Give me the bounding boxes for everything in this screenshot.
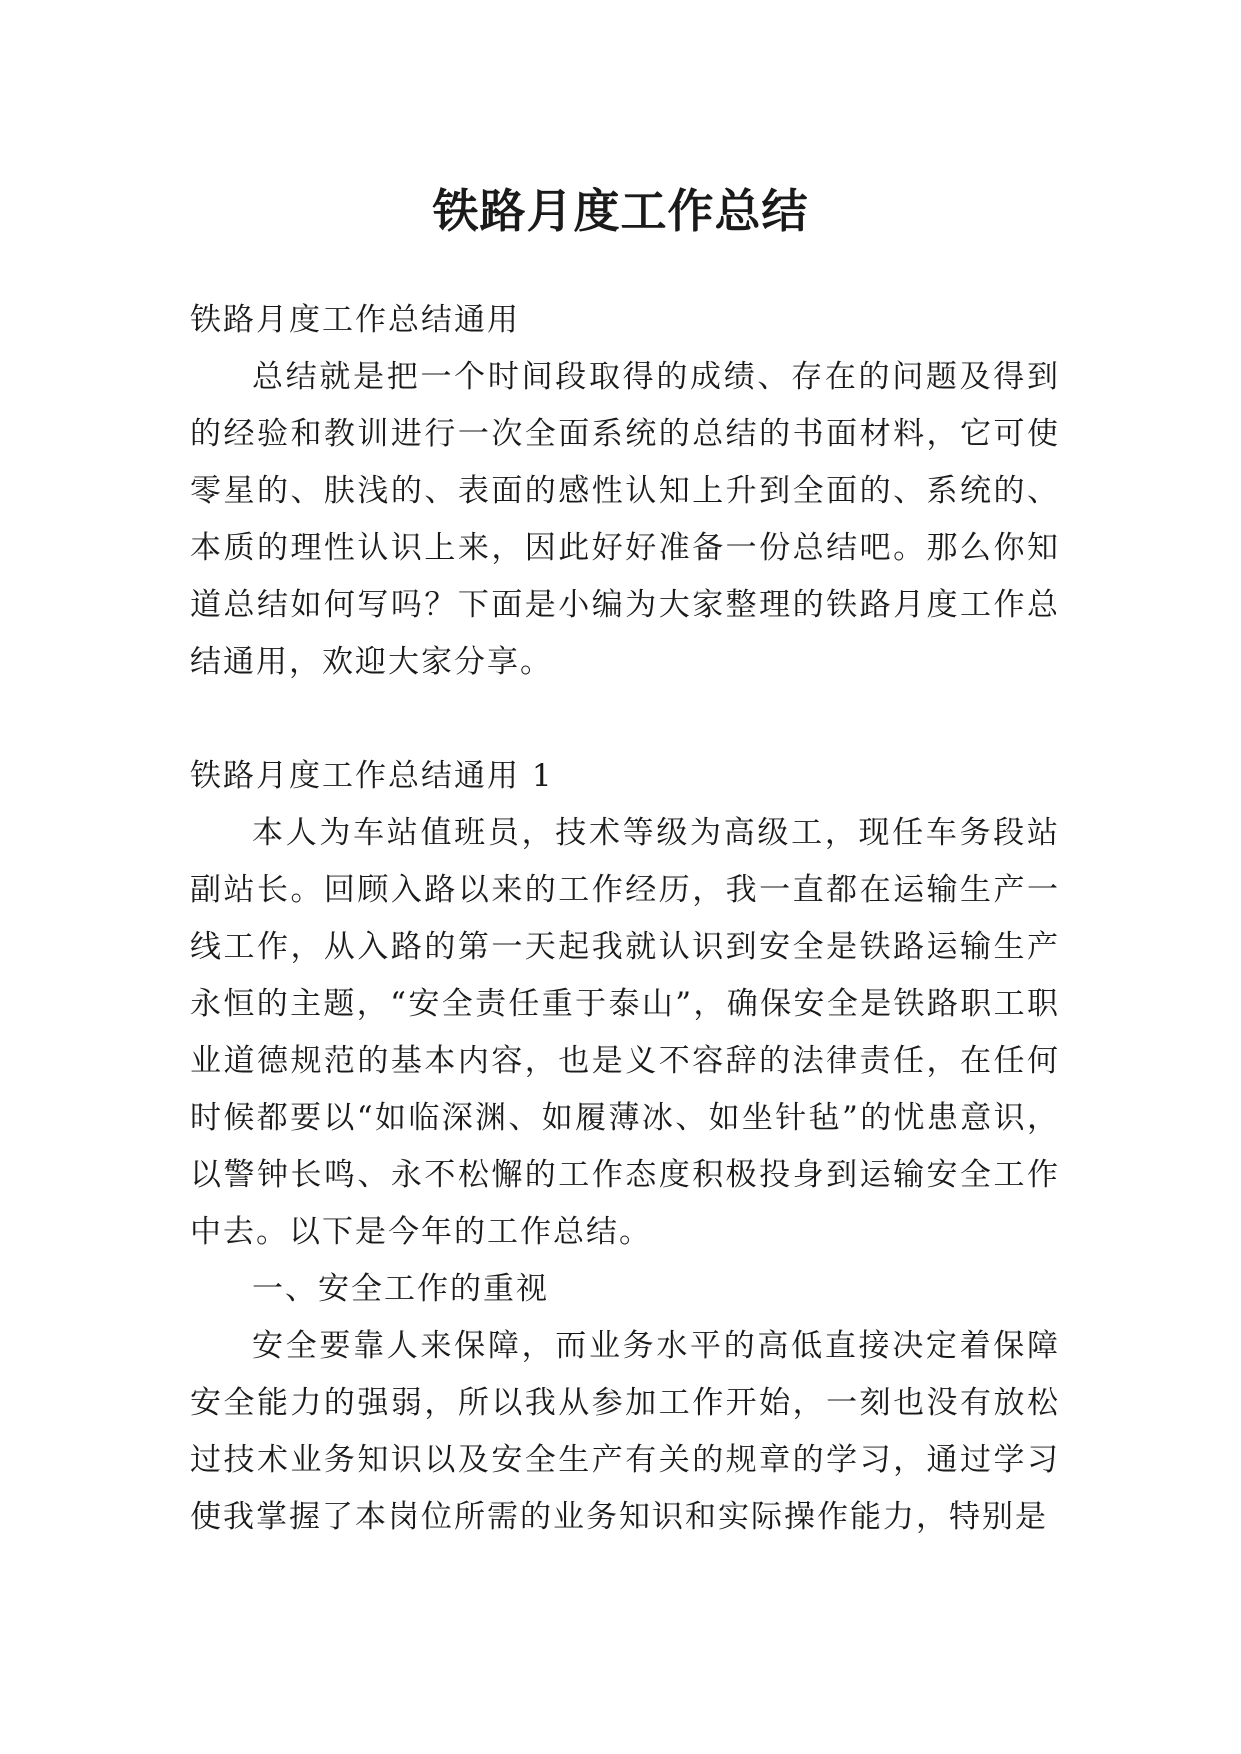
document-body: [190, 292, 1060, 1546]
document-title: 铁路月度工作总结: [432, 183, 809, 238]
section1-subheading: 一、安全工作的重视: [252, 1271, 549, 1307]
intro-paragraph: 总结就是把一个时间段取得的成绩、存在的问题及得到的经验和教训进行一次全面系统的总结的书面材料，它可使零星的、肤浅的、表面的感性认知上升到全面的、系统的、本质的理性认识上来，因此好好准备一份总结吧。那么你知道总结如何写吗？下面是小编为大家整理的铁路月度工作总结通用，欢迎大家分享。: [190, 359, 1060, 680]
section1-paragraph-2: 安全要靠人来保障，而业务水平的高低直接决定着保障安全能力的强弱，所以我从参加工作开始，一刻也没有放松过技术业务知识以及安全生产有关的规章的学习，通过学习使我掌握了本岗位所需的业务知识和实际操作能力，特别是: [190, 1328, 1060, 1535]
section1-heading: 铁路月度工作总结通用 1: [190, 758, 554, 794]
section-spacer: [190, 691, 1060, 748]
intro-heading: 铁路月度工作总结通用: [190, 302, 520, 338]
section1-paragraph-1: 本人为车站值班员，技术等级为高级工，现任车务段站副站长。回顾入路以来的工作经历，我一直都在运输生产一线工作，从入路的第一天起我就认识到安全是铁路运输生产永恒的主题，“安全责任重于泰山”，确保安全是铁路职工职业道德规范的基本内容，也是义不容辞的法律责任，在任何时候都要以“如临深渊、如履薄冰、如坐针毡”的忧患意识，以警钟长鸣、永不松懈的工作态度积极投身到运输安全工作中去。以下是今年的工作总结。: [190, 815, 1060, 1250]
